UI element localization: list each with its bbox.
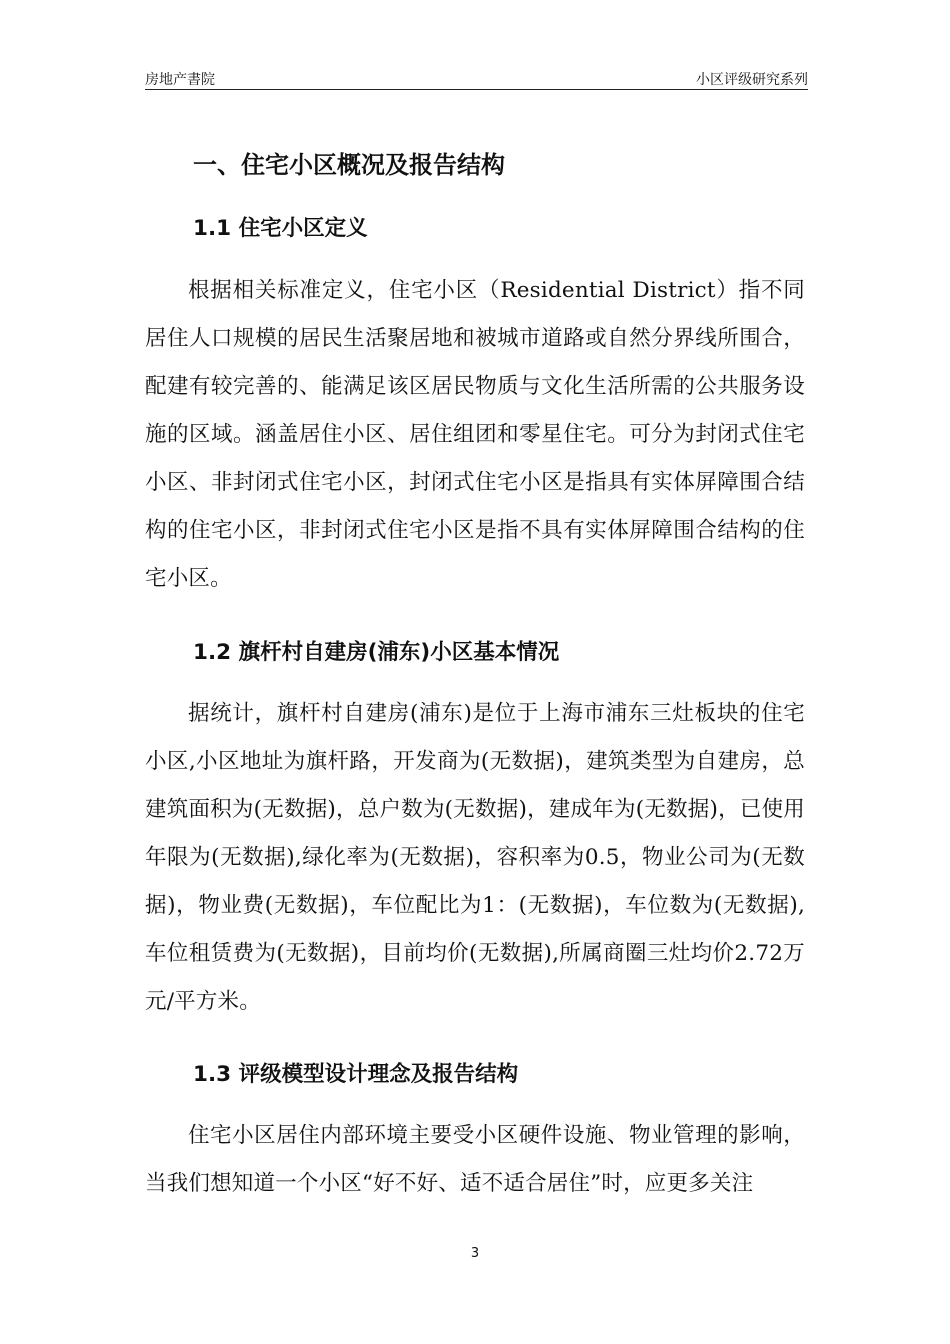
section-1-2-paragraph: 据统计，旗杆村自建房(浦东)是位于上海市浦东三灶板块的住宅小区,小区地址为旗杆路，开发商为(无数据)，建筑类型为自建房，总建筑面积为(无数据)，总户数为(无数据)，建成年为(无数据)，已使用年限为(无数据),绿化率为(无数据)，容积率为0.5，物业公司为(无数据)，物业费(无数据)，车位配比为1：(无数据)，车位数为(无数据),车位租赁费为(无数据)，目前均价(无数据),所属商圈三灶均价2.72万元/平方米。 [145,701,805,1014]
section-1-3-paragraph: 住宅小区居住内部环境主要受小区硬件设施、物业管理的影响，当我们想知道一个小区“好不好、适不适合居住”时，应更多关注 [145,1123,805,1196]
page-number: 3 [470,1246,480,1261]
header-series-title: 小区评级研究系列 [696,72,808,88]
section-1-2-heading: 1.2 旗杆村自建房(浦东)小区基本情况 [193,640,560,665]
section-1-1-heading: 1.1 住宅小区定义 [193,216,368,241]
section-1-2-body [145,690,805,1026]
header-publisher: 房地产書院 [145,72,215,88]
page-header [145,67,808,90]
section-1-3-body [145,1112,805,1208]
section-1-1-body [145,267,805,603]
section-1-heading-wrap [145,145,805,185]
section-1-heading: 一、住宅小区概况及报告结构 [193,151,505,179]
section-1-3-heading: 1.3 评级模型设计理念及报告结构 [193,1062,519,1087]
section-1-1-paragraph: 根据相关标准定义，住宅小区（Residential District）指不同居住人口规模的居民生活聚居地和被城市道路或自然分界线所围合，配建有较完善的、能满足该区居民物质与文化生活所需的公共服务设施的区域。涵盖居住小区、居住组团和零星住宅。可分为封闭式住宅小区、非封闭式住宅小区，封闭式住宅小区是指具有实体屏障围合结构的住宅小区，非封闭式住宅小区是指不具有实体屏障围合结构的住宅小区。 [145,278,805,591]
section-1-1-heading-wrap [145,209,805,249]
section-1-3-heading-wrap [145,1055,805,1095]
section-1-2-heading-wrap [145,633,805,673]
